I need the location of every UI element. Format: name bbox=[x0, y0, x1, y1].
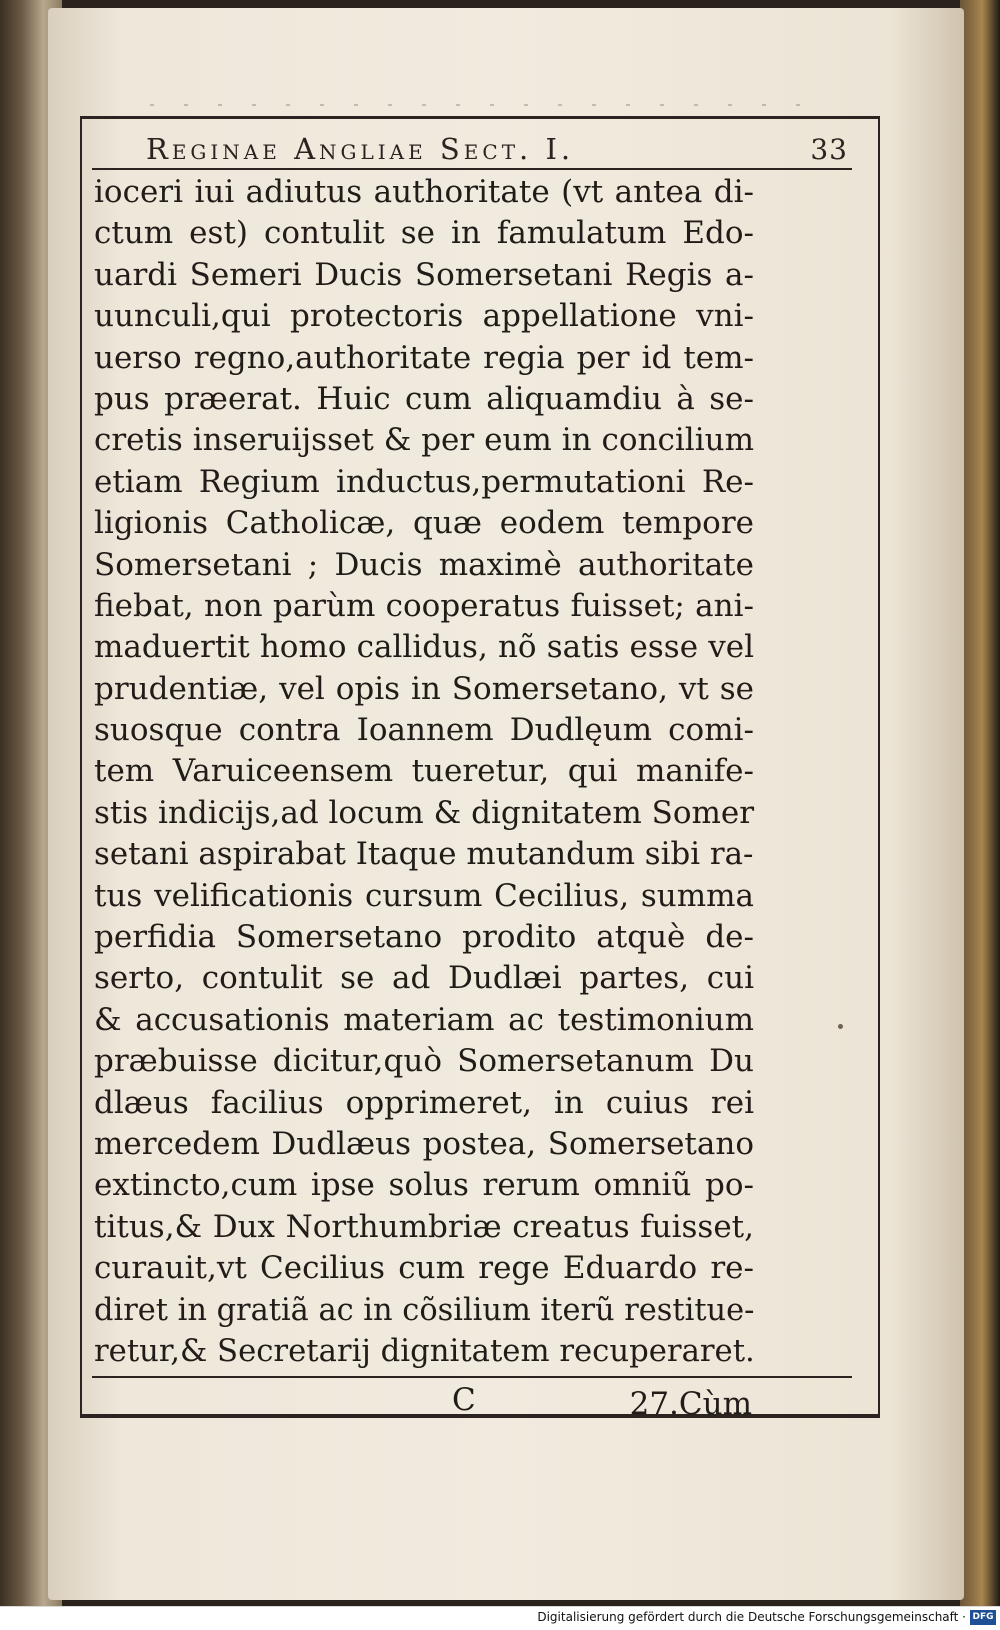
credit-text: Digitalisierung gefördert durch die Deutsche Forschungsgemeinschaft · bbox=[537, 1610, 966, 1624]
footer-rule bbox=[92, 1376, 852, 1378]
text-line: ligionis Catholicæ, quæ eodem tempore bbox=[94, 505, 754, 542]
text-line: stis indicijs,ad locum & dignitatem Somer bbox=[94, 794, 755, 831]
text-line: uunculi,qui protectoris appellatione vni- bbox=[94, 298, 754, 335]
right-page-edges bbox=[960, 0, 1000, 1606]
text-line: uerso regno,authoritate regia per id tem- bbox=[94, 339, 754, 376]
text-line: serto, contulit se ad Dudlæi partes, cui bbox=[94, 960, 754, 997]
text-line: ioceri iui adiutus authoritate (vt antea di- bbox=[94, 174, 754, 210]
header-rule bbox=[92, 168, 852, 170]
text-line: tus velificationis cursum Cecilius, summa bbox=[94, 877, 754, 914]
text-line: perfidia Somersetano prodito atquè de- bbox=[94, 919, 754, 956]
text-line: diret in gratiã ac in cõsilium iterũ restitue- bbox=[94, 1291, 755, 1328]
text-line: Somersetani ; Ducis maximè authoritate bbox=[94, 546, 754, 583]
text-line: etiam Regium inductus,permutationi Re- bbox=[94, 463, 754, 500]
text-line: tem Varuiceensem tueretur, qui manife- bbox=[94, 753, 754, 790]
text-line: retur,& Secretarij dignitatem recuperaret. bbox=[94, 1332, 755, 1369]
dfg-logo: DFG bbox=[970, 1610, 996, 1625]
top-border-ornament bbox=[120, 104, 820, 106]
text-line: cretis inseruijsset & per eum in concilium bbox=[94, 422, 754, 459]
page-footer bbox=[92, 1380, 752, 1422]
text-line: uardi Semeri Ducis Somersetani Regis a- bbox=[94, 256, 754, 293]
digitization-credit-bar bbox=[0, 1606, 1000, 1630]
body-text bbox=[94, 172, 754, 1372]
text-line: mercedem Dudlæus postea, Somersetano bbox=[94, 1125, 754, 1162]
text-line: extincto,cum ipse solus rerum omniũ po- bbox=[94, 1167, 754, 1204]
margin-speck bbox=[838, 1024, 843, 1029]
text-line: setani aspirabat Itaque mutandum sibi ra- bbox=[94, 836, 754, 873]
text-line: curauit,vt Cecilius cum rege Eduardo re- bbox=[94, 1250, 754, 1287]
text-line: & accusationis materiam ac testimonium bbox=[94, 1001, 754, 1038]
text-line: dlæus facilius opprimeret, in cuius rei bbox=[94, 1084, 754, 1121]
text-line: titus,& Dux Northumbriæ creatus fuisset, bbox=[94, 1208, 754, 1245]
page-number: 33 bbox=[810, 133, 848, 166]
catchword: 27.Cùm bbox=[629, 1386, 752, 1422]
text-line: prudentiæ, vel opis in Somersetano, vt se bbox=[94, 670, 754, 707]
text-line: præbuisse dicitur,quò Somersetanum Du bbox=[94, 1043, 754, 1080]
running-head-title: Reginae Angliae Sect. I. bbox=[146, 132, 575, 166]
text-line: suosque contra Ioannem Dudlęum comi- bbox=[94, 712, 754, 749]
text-line: fiebat, non parùm cooperatus fuisset; ani- bbox=[94, 587, 754, 624]
text-line: ctum est) contulit se in famulatum Edo- bbox=[94, 215, 754, 252]
text-line: pus præerat. Huic cum aliquamdiu à se- bbox=[94, 380, 754, 417]
text-line: maduertit homo callidus, nõ satis esse vel bbox=[94, 629, 754, 666]
signature-mark: C bbox=[452, 1382, 476, 1418]
running-head bbox=[92, 120, 852, 166]
